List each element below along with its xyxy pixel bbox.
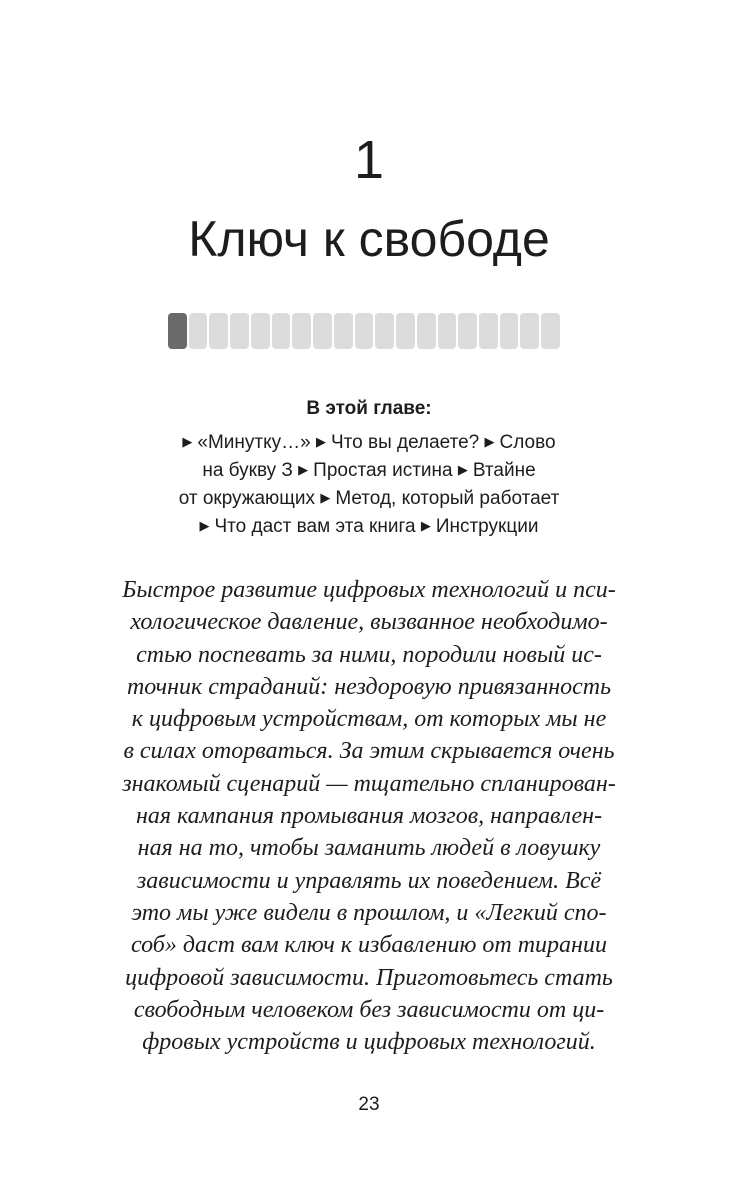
chapter-contents-list bbox=[100, 428, 638, 540]
progress-segment bbox=[417, 313, 436, 349]
triangle-right-icon: ▶ bbox=[199, 518, 210, 533]
contents-item-text: от окружающих bbox=[178, 488, 316, 509]
triangle-right-icon: ▶ bbox=[298, 462, 309, 477]
chapter-title: Ключ к свободе bbox=[188, 211, 550, 267]
triangle-right-icon: ▶ bbox=[457, 462, 468, 477]
contents-item bbox=[298, 460, 452, 481]
contents-item bbox=[316, 432, 479, 453]
contents-item bbox=[182, 432, 310, 453]
intro-line: цифровой зависимости. Приготовьтесь стать bbox=[125, 964, 613, 991]
intro-line: зависимости и управлять их поведением. Всё bbox=[136, 867, 602, 894]
progress-segment bbox=[375, 313, 394, 349]
progress-segment bbox=[292, 313, 311, 349]
contents-item bbox=[421, 516, 539, 537]
contents-item-text: Что даст вам эта книга bbox=[214, 516, 416, 537]
contents-item-text: Инструкции bbox=[435, 516, 539, 537]
triangle-right-icon: ▶ bbox=[420, 518, 431, 533]
contents-line bbox=[100, 456, 638, 484]
contents-item bbox=[485, 432, 556, 453]
triangle-right-icon: ▶ bbox=[320, 490, 331, 505]
contents-item-text: Что вы делаете? bbox=[330, 432, 480, 453]
intro-line: ная кампания промывания мозгов, направлен- bbox=[135, 803, 603, 830]
progress-segment bbox=[334, 313, 353, 349]
progress-segment bbox=[541, 313, 560, 349]
progress-segment bbox=[272, 313, 291, 349]
intro-line: стью поспевать за ними, породили новый ис- bbox=[136, 641, 602, 668]
intro-line: фровых устройств и цифровых технологий. bbox=[142, 1029, 596, 1056]
intro-line: ная на то, чтобы заманить людей в ловушку bbox=[137, 835, 601, 862]
intro-line: знакомый сценарий — тщательно спланирован- bbox=[122, 770, 616, 797]
contents-heading: В этой главе: bbox=[306, 398, 432, 419]
contents-item-text: Втайне bbox=[472, 460, 536, 481]
contents-item bbox=[200, 516, 416, 537]
contents-line bbox=[100, 428, 638, 456]
chapter-number: 1 bbox=[353, 130, 385, 190]
progress-segment bbox=[168, 313, 187, 349]
progress-segment bbox=[189, 313, 208, 349]
triangle-right-icon: ▶ bbox=[484, 434, 495, 449]
contents-item bbox=[320, 488, 559, 509]
intro-line: к цифровым устройствам, от которых мы не bbox=[131, 706, 607, 733]
contents-item bbox=[202, 460, 293, 481]
chapter-progress-bar bbox=[168, 313, 560, 349]
contents-item-text: Слово bbox=[499, 432, 556, 453]
chapter-intro-paragraph bbox=[82, 574, 656, 1058]
intro-line: в силах оторваться. За этим скрывается очень bbox=[123, 738, 615, 765]
progress-segment bbox=[500, 313, 519, 349]
intro-line: это мы уже видели в прошлом, и «Легкий спо- bbox=[131, 899, 607, 926]
intro-line: хологическое давление, вызванное необходимо- bbox=[130, 609, 608, 636]
intro-line: свободным человеком без зависимости от ци- bbox=[133, 996, 605, 1023]
intro-line: соб» даст вам ключ к избавлению от тирании bbox=[131, 932, 607, 959]
triangle-right-icon: ▶ bbox=[182, 434, 193, 449]
contents-line bbox=[100, 484, 638, 512]
contents-line bbox=[100, 512, 638, 540]
contents-item-text: «Минутку…» bbox=[197, 432, 311, 453]
progress-segment bbox=[479, 313, 498, 349]
contents-item-text: Метод, который работает bbox=[335, 488, 560, 509]
progress-segment bbox=[520, 313, 539, 349]
contents-item bbox=[179, 488, 315, 509]
progress-segment bbox=[313, 313, 332, 349]
progress-segment bbox=[396, 313, 415, 349]
triangle-right-icon: ▶ bbox=[315, 434, 326, 449]
progress-segment bbox=[458, 313, 477, 349]
progress-segment bbox=[230, 313, 249, 349]
page-number: 23 bbox=[358, 1094, 380, 1115]
intro-line: точник страданий: нездоровую привязанность bbox=[126, 673, 612, 700]
progress-segment bbox=[355, 313, 374, 349]
intro-line: Быстрое развитие цифровых технологий и пси- bbox=[122, 577, 616, 603]
contents-item-text: на букву З bbox=[202, 460, 293, 481]
contents-item-text: Простая истина bbox=[313, 460, 453, 481]
contents-item bbox=[458, 460, 536, 481]
progress-segment bbox=[251, 313, 270, 349]
progress-segment bbox=[438, 313, 457, 349]
progress-segment bbox=[209, 313, 228, 349]
